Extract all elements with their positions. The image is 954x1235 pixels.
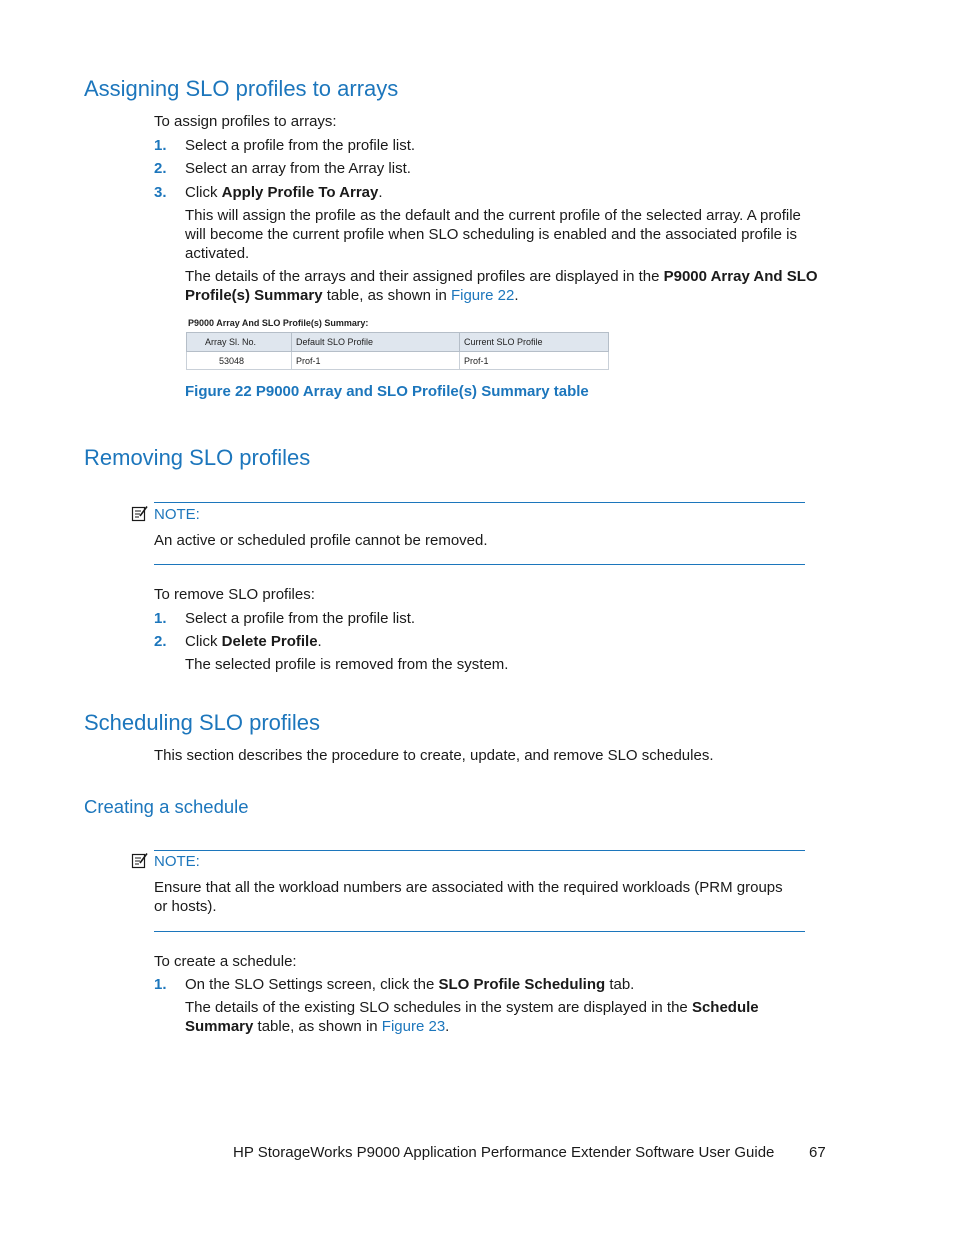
- step-text-before: Click: [185, 184, 222, 201]
- heading-creating-a-schedule: Creating a schedule: [84, 796, 249, 817]
- figure-22-caption: Figure 22 P9000 Array and SLO Profile(s) Summary table: [185, 383, 589, 400]
- note-icon: [131, 505, 149, 523]
- step-text-after: .: [317, 633, 322, 650]
- summary-table-name: P9000 Array And SLO Profile(s) Summary: [185, 268, 818, 304]
- step-text-after: .: [378, 184, 383, 201]
- figure-table-title: P9000 Array And SLO Profile(s) Summary:: [188, 318, 369, 328]
- heading-scheduling-slo-profiles: Scheduling SLO profiles: [84, 710, 321, 735]
- step-number: 1.: [154, 610, 167, 627]
- create-intro: To create a schedule:: [154, 953, 297, 970]
- delete-profile-label: Delete Profile: [221, 633, 318, 650]
- step-text: Select an array from the Array list.: [185, 160, 411, 177]
- slo-profile-scheduling-tab-label: SLO Profile Scheduling: [438, 976, 606, 993]
- column-header: Current SLO Profile: [460, 333, 609, 352]
- details-text: table, as shown in: [322, 287, 451, 304]
- details-text: .: [445, 1018, 450, 1035]
- step-number: 2.: [154, 160, 167, 177]
- note-icon: [131, 852, 149, 870]
- note-text: Ensure that all the workload numbers are associated with the required workloads (PRM groups or hosts).: [154, 879, 783, 915]
- table-cell: 53048: [187, 352, 292, 370]
- note-bottom-rule: [154, 564, 805, 565]
- table-cell: Prof-1: [460, 352, 609, 370]
- schedule-summary-name: Schedule Summary: [185, 999, 759, 1035]
- note-text: An active or scheduled profile cannot be removed.: [154, 532, 488, 549]
- step-text: [185, 183, 383, 202]
- heading-removing-slo-profiles: Removing SLO profiles: [84, 445, 311, 470]
- step-number: 1.: [154, 976, 167, 993]
- slo-summary-table: [186, 332, 609, 370]
- note-label: NOTE:: [154, 506, 200, 523]
- step-text-after: tab.: [605, 976, 635, 993]
- step-text: [185, 632, 322, 651]
- column-header: Array Sl. No.: [187, 333, 292, 352]
- table-row: [187, 352, 609, 370]
- note-top-rule: [154, 502, 805, 503]
- table-header-row: [187, 333, 609, 352]
- footer-title: HP StorageWorks P9000 Application Performance Extender Software User Guide: [233, 1144, 775, 1161]
- table-cell: Prof-1: [292, 352, 460, 370]
- note-top-rule: [154, 850, 805, 851]
- figure-22-link[interactable]: Figure 22: [450, 287, 515, 304]
- step-text: [185, 975, 634, 994]
- apply-profile-to-array-label: Apply Profile To Array: [221, 184, 379, 201]
- step-number: 1.: [154, 137, 167, 154]
- column-header: Default SLO Profile: [292, 333, 460, 352]
- scheduling-intro: This section describes the procedure to create, update, and remove SLO schedules.: [154, 747, 714, 764]
- step-text-before: On the SLO Settings screen, click the: [185, 976, 439, 993]
- step-text-before: Click: [185, 633, 222, 650]
- page-number: 67: [809, 1144, 826, 1161]
- step-number: 3.: [154, 184, 167, 201]
- details-text: The details of the arrays and their assigned profiles are displayed in the: [185, 268, 664, 285]
- note-bottom-rule: [154, 931, 805, 932]
- step-text: Select a profile from the profile list.: [185, 610, 416, 627]
- figure-23-link[interactable]: Figure 23: [381, 1018, 446, 1035]
- step-text: Select a profile from the profile list.: [185, 137, 416, 154]
- details-text: table, as shown in: [253, 1018, 382, 1035]
- remove-result: The selected profile is removed from the system.: [185, 656, 509, 673]
- create-details: [185, 998, 825, 1036]
- details-text: The details of the existing SLO schedules in the system are displayed in the: [185, 999, 692, 1016]
- step-number: 2.: [154, 633, 167, 650]
- remove-intro: To remove SLO profiles:: [154, 586, 315, 603]
- note-label: NOTE:: [154, 853, 200, 870]
- heading-assigning-slo-profiles: Assigning SLO profiles to arrays: [84, 76, 399, 101]
- assign-intro: To assign profiles to arrays:: [154, 113, 337, 130]
- details-text: .: [514, 287, 519, 304]
- assign-details: [185, 267, 825, 305]
- assign-explanation: This will assign the profile as the default and the current profile of the selected array. A profile will become the current profile when SLO scheduling is enabled and the associated profile is activated.: [185, 207, 801, 262]
